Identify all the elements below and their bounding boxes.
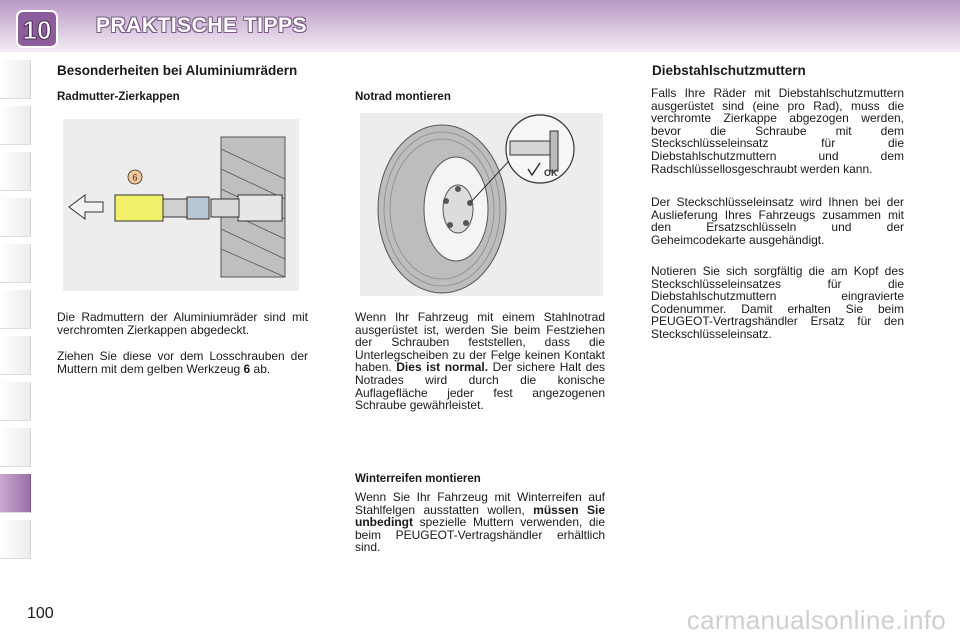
side-tab-strip — [0, 60, 34, 580]
caps-paragraph-2 — [57, 350, 308, 375]
antitheft-paragraph-1: Falls Ihre Räder mit Diebstahlschutzmuttern ausgerüstet sind (eine pro Rad), muss die verchromte Zierkappe abgezogen werden, bevor die Schraube mit dem Steckschlüsseleinsatz für die Diebstahlschutzmuttern und dem Radschlüssellosgeschraubt werden kann. — [651, 86, 904, 176]
side-tab[interactable] — [0, 336, 31, 375]
side-tab[interactable] — [0, 520, 31, 559]
side-tab-active[interactable] — [0, 474, 31, 513]
subheading-caps: Radmutter-Zierkappen — [57, 91, 180, 103]
side-tab[interactable] — [0, 428, 31, 467]
text: Wenn Ihr Fahrzeug mit einem Stahlnotrad ausgerüstet ist, werden Sie beim Festziehen der Schrauben feststellen, dass die Unterlegscheiben zu der Felge keinen Kontakt haben. — [355, 310, 605, 375]
figure-label-ok: OK — [544, 168, 558, 178]
text: Wenn Sie Ihr Fahrzeug mit Winterreifen auf Stahlfelgen ausstatten wollen, — [355, 490, 605, 517]
subheading-winter: Winterreifen montieren — [355, 473, 481, 485]
page-number: 100 — [27, 605, 54, 622]
side-tab[interactable] — [0, 382, 31, 421]
chapter-number: 10 — [22, 15, 52, 45]
section-title-antitheft: Diebstahlschutzmuttern — [652, 63, 806, 78]
antitheft-paragraph-2: Der Steckschlüsseleinsatz wird Ihnen bei der Auslieferung Ihres Fahrzeugs zusammen mit den Ersatzschlüsseln und der Geheimcodekarte ausgehändigt. — [651, 195, 904, 247]
winter-paragraph — [355, 491, 605, 554]
spare-paragraph — [355, 311, 605, 412]
bold-text: 6 — [243, 361, 251, 376]
page-title: PRAKTISCHE TIPPS — [96, 14, 308, 37]
side-tab[interactable] — [0, 198, 31, 237]
chapter-badge — [16, 10, 58, 48]
text: spezielle Muttern verwenden, die beim PEUGEOT-Vertragshändler erhältlich sind. — [355, 515, 605, 555]
side-tab[interactable] — [0, 244, 31, 283]
bold-text: müssen Sie unbedingt — [355, 502, 605, 530]
section-title-aluminium: Besonderheiten bei Aluminiumrädern — [57, 63, 298, 78]
subheading-spare: Notrad montieren — [355, 91, 451, 103]
spare-wheel-illustration — [360, 113, 603, 296]
caps-paragraph-1: Die Radmuttern der Aluminiumräder sind mit verchromten Zierkappen abgedeckt. — [57, 310, 308, 337]
text: Ziehen Sie diese vor dem Losschrauben der Muttern mit dem gelben Werkzeug — [57, 349, 308, 376]
side-tab[interactable] — [0, 106, 31, 145]
bold-text: Dies ist normal. — [396, 360, 489, 375]
side-tab[interactable] — [0, 152, 31, 191]
wheel-nut-cap-illustration — [63, 119, 299, 291]
figure-label-6: 6 — [132, 172, 138, 183]
side-tab[interactable] — [0, 290, 31, 329]
watermark: carmanualsonline.info — [686, 605, 946, 635]
antitheft-paragraph-3: Notieren Sie sich sorgfältig die am Kopf des Steckschlüsseleinsatzes für die Diebstahlschutzmuttern eingravierte Codenummer. Damit erhalten Sie beim PEUGEOT-Vertragshändler Ersatz für den Steckschlüsseleinsatz. — [651, 264, 904, 341]
text: Der sichere Halt des Notrades wird durch die konische Auflagefläche jeder fest angezogenen Schraube gewährleistet. — [355, 360, 605, 413]
side-tab[interactable] — [0, 60, 31, 99]
text: ab. — [250, 361, 271, 376]
